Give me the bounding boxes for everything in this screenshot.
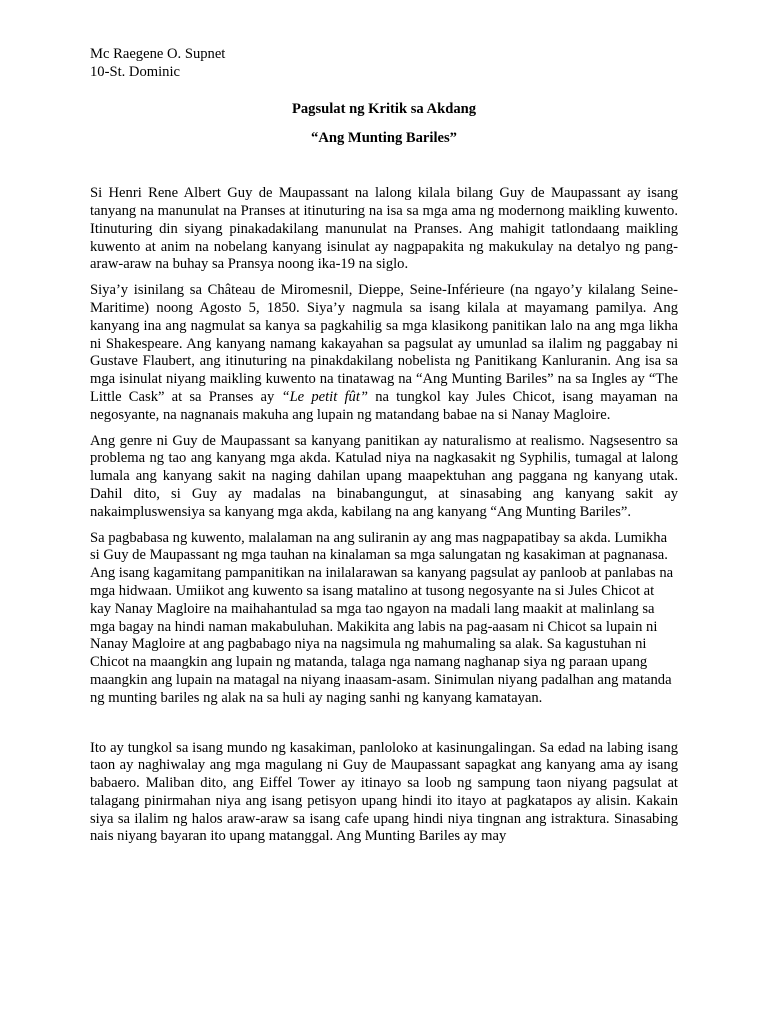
class-section: 10-St. Dominic <box>90 63 180 80</box>
document-title: Pagsulat ng Kritik sa Akdang <box>291 100 477 117</box>
paragraph-biography: Si Henri Rene Albert Guy de Maupassant na lalong kilala bilang Guy de Maupassant ay isang tanyang na manunulat na Pranses at itinuturing na isa sa mga ama ng modernong maikling kuwento. Itinuturing din siyang pinakadakilang manunulat na Pranses. Ang mahigit tatlondaang maikling kuwento at anim na nobelang kanyang isinulat ay nagpapakita ng makukulay na detalyo ng pang-araw-araw na buhay sa Pransya noong ika-19 na siglo. <box>90 185 678 273</box>
paragraph-birth-text-a: Siya’y isinilang sa Château de Miromesnil, Dieppe, Seine-Inférieure (na ngayo’y kilalang Seine-Maritime) noong Agosto 5, 1850. Siya’y nagmula sa isang kilala at mayamang pamilya. Ang kanyang ina ang nagmulat sa kanya sa pagkahilig sa mga klasikong panitikan lalo na ang mga likha ni Shakespeare. Ang kanyang namang kakayahan sa pagsulat ay umunlad sa ilalim ng paggabay ni Gustave Flaubert, ang itinuturing na pinakdakilang nobelista ng Panitikang Kanluranin. Ang isa sa mga isinulat niyang maikling kuwento na tinatawag na “Ang Munting Bariles” na sa Ingles ay “The Little Cask” at sa Pranses ay <box>90 282 678 405</box>
work-title: “Ang Munting Bariles” <box>311 130 457 147</box>
paragraph-analysis: Sa pagbabasa ng kuwento, malalaman na ang suliranin ay ang mas nagpapatibay sa akda. Lumikha si Guy de Maupassant ng mga tauhan na kinalaman sa mga salungatan ng kasakiman at pagnanasa. Ang isang kagamitang pampanitikan na inilalarawan sa kanyang pagsulat ay panloob at panlabas na mga hidwaan. Umiikot ang kuwento sa isang matalino at tusong negosyante na si Jules Chicot at kay Nanay Magloire na maihahantulad sa mga tao ngayon na madali lang maakit at malinlang sa mga bagay na hindi naman makabuluhan. Makikita ang labis na pag-aasam ni Chicot sa lupain ni Nanay Magloire at ang pagbabago niya na nagsimula ng mahumaling sa alak. Sa kagustuhan ni Chicot na maangkin ang lupain ng matanda, talaga nga namang naghanap siya ng paraan upang maangkin ang lupain na matagal na niyang inaasam-asam. Sinimulan niyang padalhan ang matanda ng munting bariles ng alak na sa huli ay naging sanhi ng kanyang kamatayan. <box>90 529 674 706</box>
author-name: Mc Raegene O. Supnet <box>90 46 226 62</box>
paragraph-birth-text-b: na tungkol kay Jules Chicot, isang mayaman na negosyante, na nagnanais makuha ang lupain ng matandang babae na si Nanay Magloire. <box>90 388 678 423</box>
french-title: “Le petit fût” <box>281 388 368 405</box>
paragraph-genre: Ang genre ni Guy de Maupassant sa kanyang panitikan ay naturalismo at realismo. Nagsesentro sa problema ng tao ang kanyang mga akda. Katulad niya na nagkasakit ng Syphilis, tumagal at lalong lumala ang kanyang sakit na naging dahilan upang maapektuhan ang paggana ng kanyang utak. Dahil dito, si Guy ay madalas na binabangungut, at sinasabing ang kanyang sakit ay nakaimpluswensiya sa kanyang mga akda, kabilang na ang kanyang “Ang Munting Bariles”. <box>90 432 678 520</box>
paragraph-theme: Ito ay tungkol sa isang mundo ng kasakiman, panloloko at kasinungalingan. Sa edad na labing isang taon ay naghiwalay ang mga magulang ni Guy de Maupassant sapagkat ang kanyang ama ay isang babaero. Maliban dito, ang Eiffel Tower ay itinayo sa loob ng sampung taon niyang pagsulat at talagang pinirmahan niya ang isang petisyon upang hindi ito itayo at pagkatapos ay alisin. Kakain siya sa ilalim ng halos araw-araw sa isang cafe upang hindi niya tingnan ang istraktura. Sinasabing nais niyang bayaran ito upang matanggal. Ang Munting Bariles ay may <box>90 739 678 845</box>
paragraph-birth <box>90 282 678 424</box>
